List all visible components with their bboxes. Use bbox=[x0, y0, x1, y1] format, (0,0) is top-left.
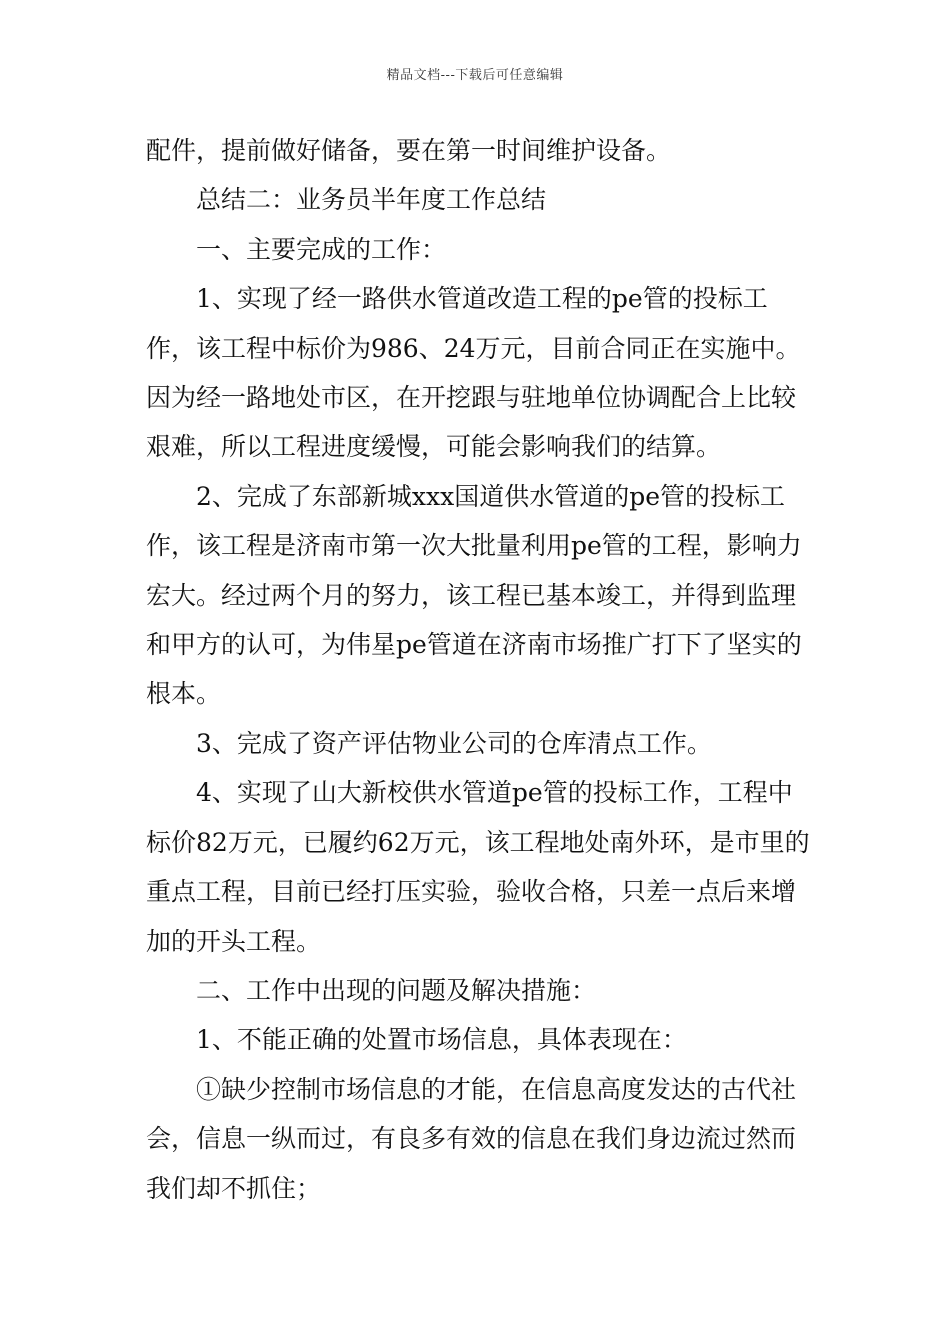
paragraph-item-3: 3、完成了资产评估物业公司的仓库清点工作。 bbox=[196, 728, 712, 758]
heading-main-work: 一、主要完成的工作： bbox=[196, 234, 447, 264]
paragraph-problem-1a: ①缺少控制市场信息的才能，在信息高度发达的古代社会，信息一纵而过，有良多有效的信息在我们身边流过然而我们却不抓住； bbox=[146, 1074, 797, 1203]
document-body bbox=[146, 126, 811, 1213]
page-header: 精品文档---下载后可任意编辑 bbox=[386, 68, 564, 83]
section-title: 总结二：业务员半年度工作总结 bbox=[196, 185, 547, 215]
paragraph-item-4: 4、实现了山大新校供水管道pe管的投标工作，工程中标价82万元，已履约62万元，该工程地处南外环，是市里的重点工程，目前已经打压实验，验收合格，只差一点后来增加的开头工程。 bbox=[146, 778, 810, 956]
heading-problems: 二、工作中出现的问题及解决措施： bbox=[196, 975, 597, 1005]
paragraph-problem-1: 1、不能正确的处置市场信息，具体表现在： bbox=[196, 1025, 687, 1055]
paragraph-continuation: 配件，提前做好储备，要在第一时间维护设备。 bbox=[146, 136, 672, 165]
paragraph-item-2: 2、完成了东部新城xxx国道供水管道的pe管的投标工作，该工程是济南市第一次大批量利用pe管的工程，影响力宏大。经过两个月的努力，该工程已基本竣工，并得到监理和甲方的认可，为伟星pe管道在济南市场推广打下了坚实的根本。 bbox=[146, 481, 802, 709]
paragraph-item-1: 1、实现了经一路供水管道改造工程的pe管的投标工作，该工程中标价为986、24万元，目前合同正在实施中。因为经一路地处市区，在开挖跟与驻地单位协调配合上比较艰难，所以工程进度缓慢，可能会影响我们的结算。 bbox=[146, 284, 801, 462]
